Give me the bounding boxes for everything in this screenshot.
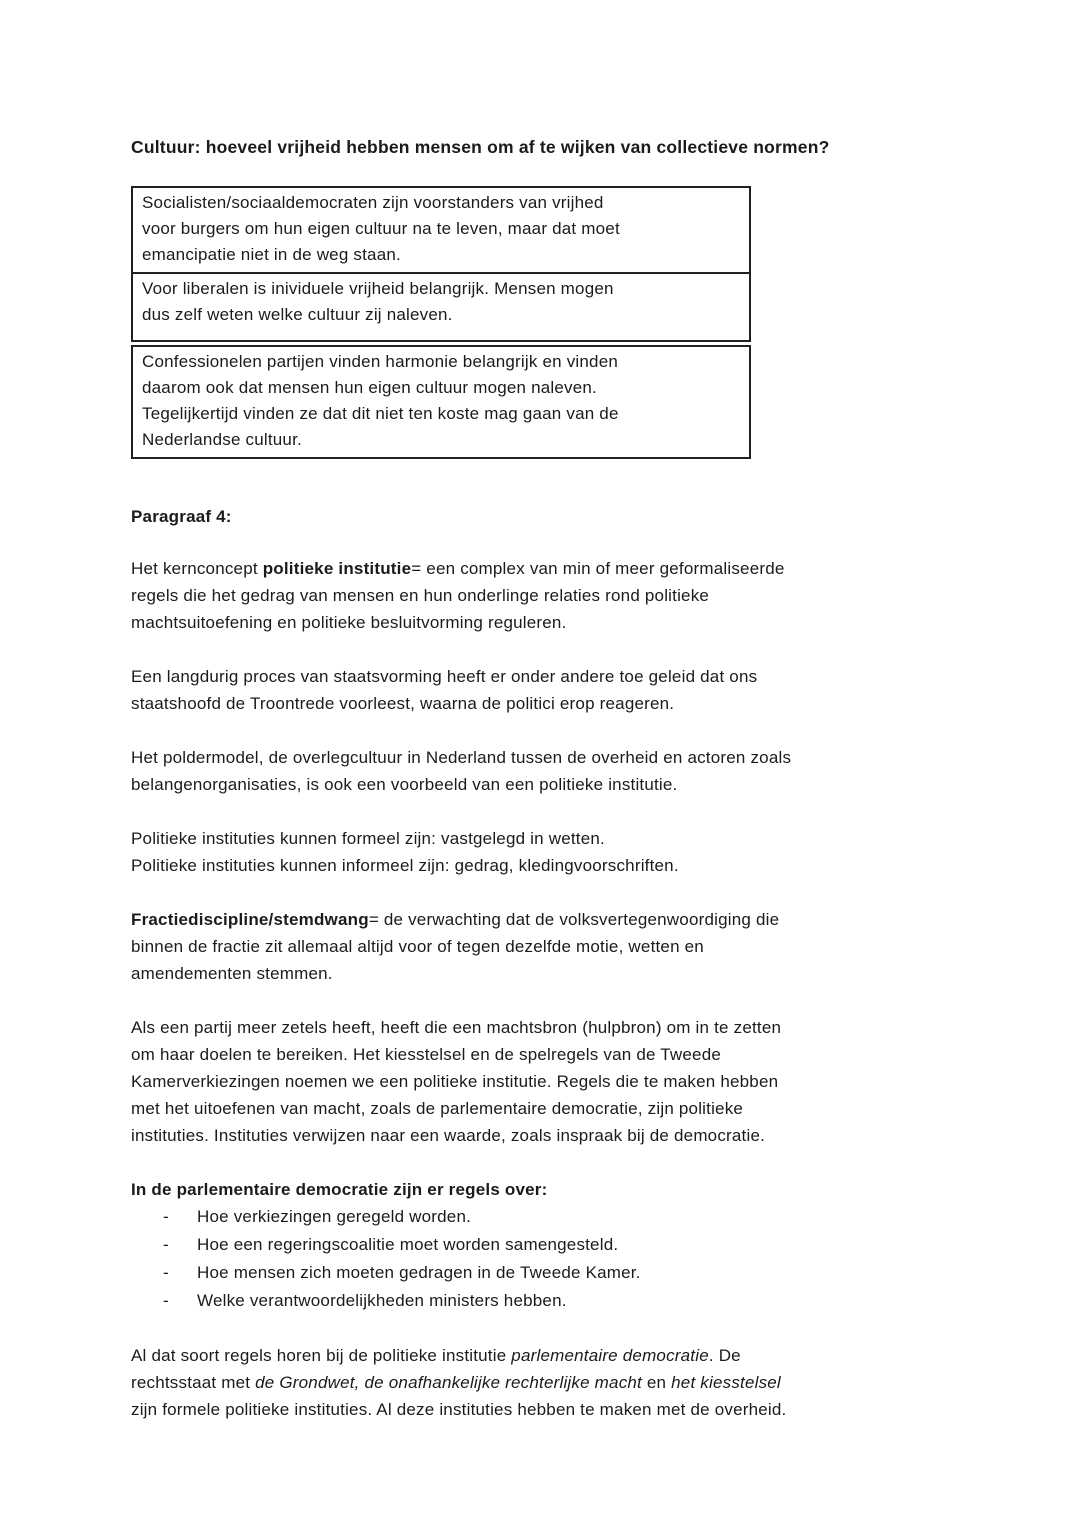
text-line: Politieke instituties kunnen formeel zijn: vastgelegd in wetten. xyxy=(131,829,605,848)
rules-heading: In de parlementaire democratie zijn er regels over: xyxy=(131,1180,548,1199)
paragraph-zetels-machtsbron xyxy=(131,1014,942,1149)
text-line xyxy=(131,1369,942,1396)
list-item xyxy=(131,1259,942,1287)
text-run: Al dat soort regels horen bij de politieke institutie xyxy=(131,1346,512,1365)
text-run: rechtsstaat met xyxy=(131,1373,256,1392)
text-line: met het uitoefenen van macht, zoals de parlementaire democratie, zijn politieke xyxy=(131,1099,744,1118)
list-item xyxy=(131,1287,942,1315)
list-dash: - xyxy=(163,1291,169,1310)
term-politieke-institutie: politieke institutie xyxy=(262,559,412,578)
italic-grondwet-rechterlijke-macht: de Grondwet, de onafhankelijke rechterlijke macht xyxy=(255,1373,642,1392)
paragraph-staatsvorming xyxy=(131,663,942,717)
list-item xyxy=(131,1203,942,1231)
list-dash: - xyxy=(163,1207,169,1226)
term-fractiediscipline: Fractiediscipline/stemdwang xyxy=(131,910,369,929)
text-line: daarom ook dat mensen hun eigen cultuur mogen naleven. xyxy=(142,378,597,397)
text-run: = een complex van min of meer geformaliseerde xyxy=(411,559,785,578)
text-run: . De xyxy=(708,1346,741,1365)
text-line: regels die het gedrag van mensen en hun onderlinge relaties rond politieke xyxy=(131,586,710,605)
text-line: Voor liberalen is inividuele vrijheid belangrijk. Mensen mogen xyxy=(142,279,614,298)
text-line: om haar doelen te bereiken. Het kiesstelsel en de spelregels van de Tweede xyxy=(131,1045,722,1064)
list-item-text: Welke verantwoordelijkheden ministers hebben. xyxy=(197,1291,567,1310)
table-row-confessionals xyxy=(133,347,749,457)
text-line: dus zelf weten welke cultuur zij naleven. xyxy=(142,305,453,324)
text-line: Confessionelen partijen vinden harmonie belangrijk en vinden xyxy=(142,352,619,371)
text-line: emancipatie niet in de weg staan. xyxy=(142,245,401,264)
text-line: staatshoofd de Troontrede voorleest, waarna de politici erop reageren. xyxy=(131,694,675,713)
text-line: Socialisten/sociaaldemocraten zijn voorstanders van vrijhed xyxy=(142,193,604,212)
text-line xyxy=(131,1342,942,1369)
table-row-liberals xyxy=(133,272,749,340)
text-line: machtsuitoefening en politieke besluitvorming reguleren. xyxy=(131,613,567,632)
text-line xyxy=(131,906,942,933)
text-line: binnen de fractie zit allemaal altijd voor of tegen dezelfde motie, wetten en xyxy=(131,937,704,956)
section-heading-paragraaf-4: Paragraaf 4: xyxy=(131,507,232,526)
text-line: Nederlandse cultuur. xyxy=(142,430,302,449)
text-line: Een langdurig proces van staatsvorming heeft er onder andere toe geleid dat ons xyxy=(131,667,758,686)
text-run: en xyxy=(641,1373,672,1392)
list-item-text: Hoe een regeringscoalitie moet worden samengesteld. xyxy=(197,1235,619,1254)
text-line xyxy=(131,555,942,582)
italic-kiesstelsel: het kiesstelsel xyxy=(671,1373,781,1392)
text-line: Als een partij meer zetels heeft, heeft die een machtsbron (hulpbron) om in te zetten xyxy=(131,1018,782,1037)
text-line: Kamerverkiezingen noemen we een politieke institutie. Regels die te maken hebben xyxy=(131,1072,779,1091)
paragraph-instituties-formeel-informeel xyxy=(131,825,942,879)
text-line: Tegelijkertijd vinden ze dat dit niet ten koste mag gaan van de xyxy=(142,404,619,423)
text-line: voor burgers om hun eigen cultuur na te leven, maar dat moet xyxy=(142,219,620,238)
rules-list xyxy=(131,1203,942,1315)
list-dash: - xyxy=(163,1235,169,1254)
ideology-table-confessionals xyxy=(131,345,751,459)
list-item-text: Hoe mensen zich moeten gedragen in de Tweede Kamer. xyxy=(197,1263,641,1282)
text-line: amendementen stemmen. xyxy=(131,964,333,983)
list-item-text: Hoe verkiezingen geregeld worden. xyxy=(197,1207,472,1226)
paragraph-fractiediscipline xyxy=(131,906,942,987)
paragraph-poldermodel xyxy=(131,744,942,798)
paragraph-final xyxy=(131,1342,942,1423)
text-line: instituties. Instituties verwijzen naar een waarde, zoals inspraak bij de democratie. xyxy=(131,1126,766,1145)
table-row-socialists xyxy=(133,188,749,272)
list-item xyxy=(131,1231,942,1259)
text-run: Het kernconcept xyxy=(131,559,263,578)
page-title: Cultuur: hoeveel vrijheid hebben mensen om af te wijken van collectieve normen? xyxy=(131,137,830,157)
text-line: belangenorganisaties, is ook een voorbeeld van een politieke institutie. xyxy=(131,775,678,794)
text-line: zijn formele politieke instituties. Al deze instituties hebben te maken met de overheid. xyxy=(131,1400,787,1419)
text-line: Het poldermodel, de overlegcultuur in Nederland tussen de overheid en actoren zoals xyxy=(131,748,792,767)
italic-parlementaire-democratie: parlementaire democratie xyxy=(511,1346,709,1365)
paragraph-kernconcept xyxy=(131,555,942,636)
ideology-table xyxy=(131,186,751,342)
list-dash: - xyxy=(163,1263,169,1282)
text-line: Politieke instituties kunnen informeel zijn: gedrag, kledingvoorschriften. xyxy=(131,856,679,875)
text-run: = de verwachting dat de volksvertegenwoordiging die xyxy=(368,910,780,929)
